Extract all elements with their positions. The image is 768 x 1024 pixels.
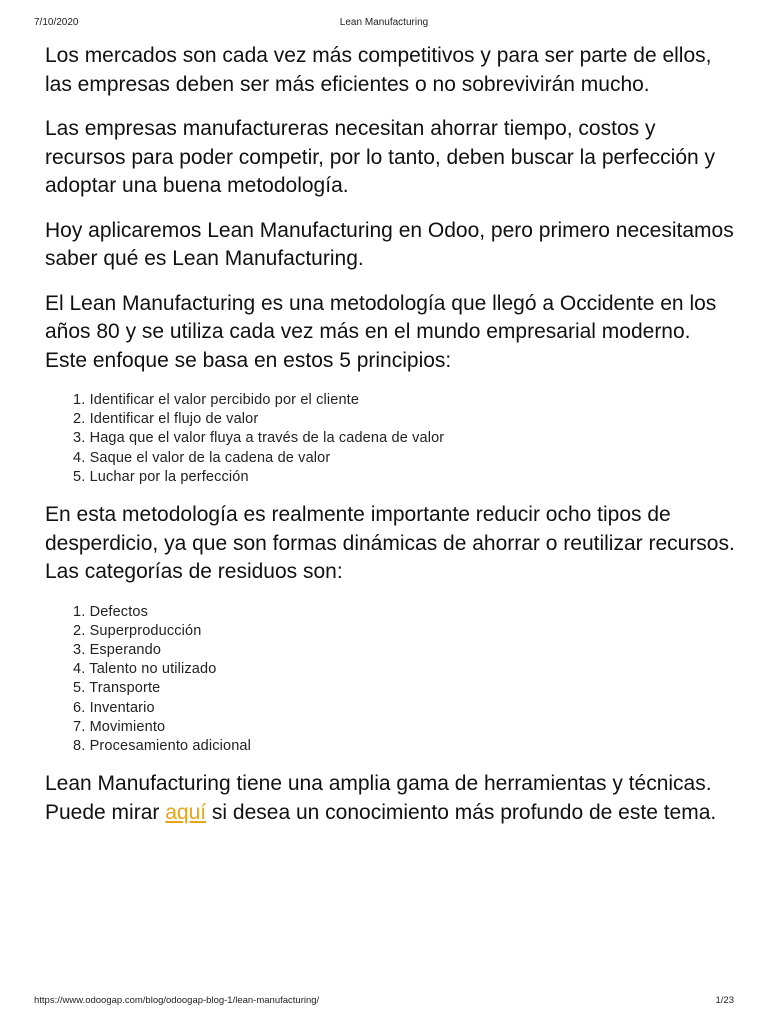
print-title: Lean Manufacturing bbox=[339, 17, 429, 28]
list-item: 7. Movimiento bbox=[73, 718, 166, 735]
waste-types-list bbox=[45, 603, 735, 757]
list-item: 1. Identificar el valor percibido por el cliente bbox=[73, 392, 360, 408]
print-header bbox=[0, 16, 768, 30]
list-item: 3. Haga que el valor fluya a través de la cadena de valor bbox=[73, 430, 445, 447]
list-item: 2. Identificar el flujo de valor bbox=[73, 411, 259, 428]
source-url: https://www.odoogap.com/blog/odoogap-blog-1/lean-manufacturing/ bbox=[34, 995, 320, 1006]
paragraph-principles-intro: El Lean Manufacturing es una metodología que llegó a Occidente en los años 80 y se utiliza cada vez más en el mundo empresarial moderno. Este enfoque se basa en estos 5 principios: bbox=[45, 291, 717, 372]
paragraph-odoo: Hoy aplicaremos Lean Manufacturing en Odoo, pero primero necesitamos saber qué es Lean Manufacturing. bbox=[45, 218, 734, 270]
paragraph-manufacturing: Las empresas manufactureras necesitan ahorrar tiempo, costos y recursos para poder competir, por lo tanto, deben buscar la perfección y adoptar una buena metodología. bbox=[45, 117, 716, 197]
page-number: 1/23 bbox=[715, 995, 734, 1006]
list-item: 5. Transporte bbox=[73, 680, 161, 697]
aqui-link[interactable]: aquí bbox=[165, 800, 207, 824]
list-item: 4. Talento no utilizado bbox=[73, 661, 217, 678]
print-date: 7/10/2020 bbox=[34, 17, 79, 28]
closing-text-after: si desea un conocimiento más profundo de este tema. bbox=[206, 800, 717, 824]
list-item: 4. Saque el valor de la cadena de valor bbox=[73, 449, 331, 466]
paragraph-waste-intro: En esta metodología es realmente importante reducir ocho tipos de desperdicio, ya que son formas dinámicas de ahorrar o reutilizar recursos. Las categorías de residuos son: bbox=[45, 503, 735, 584]
print-footer bbox=[0, 994, 768, 1008]
principles-list bbox=[45, 391, 735, 487]
paragraph-intro: Los mercados son cada vez más competitivos y para ser parte de ellos, las empresas deben ser más eficientes o no sobrevivirán mucho. bbox=[45, 44, 712, 96]
list-item: 3. Esperando bbox=[73, 641, 162, 658]
list-item: 6. Inventario bbox=[73, 699, 155, 716]
list-item: 5. Luchar por la perfección bbox=[73, 468, 249, 485]
list-item: 2. Superproducción bbox=[73, 622, 202, 639]
list-item: 8. Procesamiento adicional bbox=[73, 737, 251, 754]
paragraph-closing bbox=[45, 770, 735, 827]
closing-text-before: Lean Manufacturing tiene una amplia gama de herramientas y técnicas. Puede mirar bbox=[45, 772, 712, 824]
list-item: 1. Defectos bbox=[73, 603, 148, 620]
article-content bbox=[45, 42, 735, 843]
